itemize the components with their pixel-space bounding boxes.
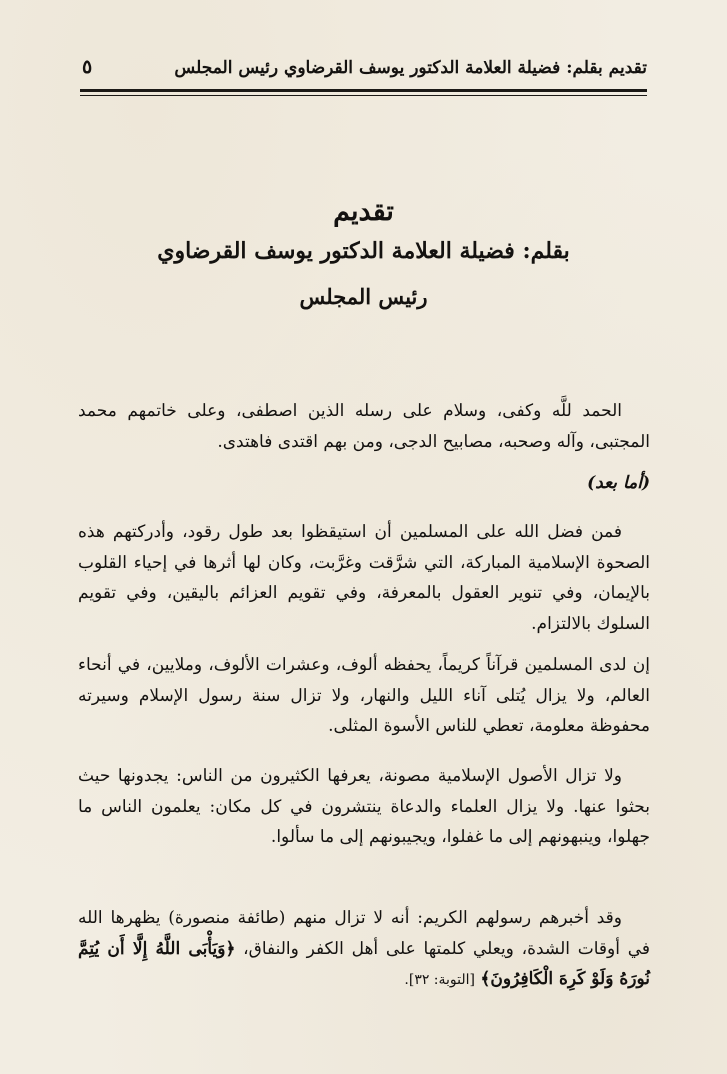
- quran-verse: ﴿وَيَأْبَى اللَّهُ إِلَّا أَن يُتِمَّ نُورَهُ وَلَوْ كَرِهَ الْكَافِرُونَ﴾: [78, 938, 650, 989]
- page-number: ٥: [82, 56, 93, 78]
- paragraph-awakening-text: فمن فضل الله على المسلمين أن استيقظوا بعد طول رقود، وأدركتهم هذه الصحوة الإسلامية المباركة، التي شرَّقت وغرَّبت، وكان لها أثرها في إحياء القلوب بالإيمان، وفي تنوير العقول بالمعرفة، وفي تقويم العزائم باليقين، وفي تقويم السلوك بالالتزام.: [78, 522, 650, 634]
- author-byline: بقلم: فضيلة العلامة الدكتور يوسف القرضاوي: [157, 238, 570, 264]
- paragraph-victorious-group-text: وقد أخبرهم رسولهم الكريم: أنه لا تزال منهم (طائفة منصورة) يظهرها الله في أوقات الشدة، ويعلي كلمتها على أهل الكفر والنفاق،: [78, 908, 650, 959]
- running-title: تقديم بقلم: فضيلة العلامة الدكتور يوسف القرضاوي رئيس المجلس: [174, 58, 647, 78]
- paragraph-principles: [78, 761, 650, 853]
- paragraph-quran: [78, 650, 650, 742]
- paragraph-praise: [78, 396, 650, 457]
- header-rule-thick: [80, 89, 647, 92]
- page-title: تقديم: [333, 196, 394, 227]
- verse-reference: [التوبة: ٣٢].: [404, 972, 476, 988]
- paragraph-quran-text: إن لدى المسلمين قرآناً كريماً، يحفظه ألوف، وعشرات الألوف، وملايين، في أنحاء العالم، ولا يزال يُتلى آناء الليل والنهار، ولا تزال سنة رسول الإسلام وسيرته محفوظة معلومة، تعطي للناس الأسوة المثلى.: [78, 655, 650, 736]
- author-role: رئيس المجلس: [299, 284, 428, 309]
- paragraph-victorious-group: [78, 903, 650, 996]
- paragraph-awakening: [78, 517, 650, 639]
- amma-bad-heading: (أما بعد): [587, 473, 650, 493]
- paragraph-praise-text: الحمد للَّه وكفى، وسلام على رسله الذين اصطفى، وعلى خاتمهم محمد المجتبى، وآله وصحبه، مصابيح الدجى، ومن بهم اقتدى فاهتدى.: [78, 401, 650, 452]
- header-rule-thin: [80, 95, 647, 96]
- paragraph-principles-text: ولا تزال الأصول الإسلامية مصونة، يعرفها الكثيرون من الناس: يجدونها حيث بحثوا عنها. ولا يزال العلماء والدعاة ينتشرون في كل مكان: يعلمون الناس ما جهلوا، وينبهونهم إلى ما غفلوا، ويجيبونهم إلى ما سألوا.: [78, 766, 650, 847]
- running-header: [82, 58, 647, 88]
